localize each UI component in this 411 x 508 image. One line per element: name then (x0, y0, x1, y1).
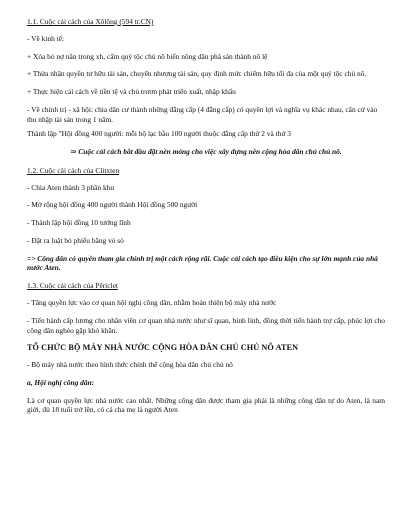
paragraph: - Mở rộng hội đồng 400 người thành Hội đồng 500 người (27, 200, 198, 210)
paragraph: Là cơ quan quyền lực nhà nước cao nhất. Những công dân được tham gia phải là những công dân tự do Aten, là nam giới, đủ 18 tuổi trở lên, có cả cha mẹ là người Aten (27, 395, 385, 415)
paragraph: - Thành lập hội đồng 10 tướng lĩnh (27, 218, 131, 228)
paragraph: - Tiến hành cấp lương cho nhân viên cơ quan nhà nước như sĩ quan, binh lính, đồng thời tiến hành trợ cấp, phúc lợi cho công dân nghèo gặp khó khăn. (27, 315, 385, 335)
paragraph: + Xóa bỏ nợ nần trong xh, cấm quý tộc chủ nô biến nông dân phá sản thành nô lệ (27, 51, 268, 61)
paragraph: + Thực hiện cải cách về tiền tệ và chủ trươn phát triển xuất, nhập khẩu (27, 87, 236, 97)
section-heading-solon: 1.1. Cuộc cải cách của Xôlông (594 tr.CN) (27, 17, 154, 26)
section-heading-clisthenes: 1.2. Cuộc cải cách của Clitxten (27, 165, 120, 175)
paragraph: - Về chính trị - xã hội: chia dân cư thành những đẳng cấp (4 đẳng cấp) có quyền lợi và nghĩa vụ khác nhau, căn cứ vào thu nhập tài sản trong 1 năm. (27, 104, 378, 124)
paragraph: - Tăng quyền lực vào cơ quan hội nghị công dân, nhằm hoàn thiện bộ máy nhà nước (27, 298, 277, 308)
conclusion-clisthenes: => Công dân có quyền tham gia chính trị một cách rộng rãi. Cuộc cải cách tạo điều kiện cho sự lớn mạnh của nhà nước Aten. (27, 253, 378, 273)
section-title-organization: TỔ CHỨC BỘ MÁY NHÀ NƯỚC CỘNG HÒA DÂN CHỦ CHỦ NÔ ATEN (27, 343, 299, 353)
section-heading-pericles: 1.3. Cuộc cải cách của Pêriclet (27, 281, 118, 291)
subheading-citizen-assembly: a, Hội nghị công dân: (27, 377, 95, 387)
paragraph: - Đặt ra luật bỏ phiếu bằng vỏ sò (27, 235, 124, 245)
paragraph: - Về kinh tế: (27, 33, 65, 43)
paragraph: + Thừa nhận quyền tư hữu tài sản, chuyển nhượng tài sản, quy định mức chiếm hữu tối đa của một quý tộc chủ nô. (27, 69, 367, 79)
paragraph: - Bộ máy nhà nước theo hình thức chính thể cộng hòa dân chủ chủ nô (27, 360, 233, 370)
paragraph: Thành lập "Hội đồng 400 người: mỗi bộ lạc bầu 100 người thuộc đẳng cấp thứ 2 và thứ 3 (27, 129, 291, 139)
conclusion-solon: ⇒ Cuộc cải cách bắt đầu đặt nền móng cho việc xây dựng nền cộng hòa dân chủ chủ nô. (70, 147, 342, 157)
paragraph: - Chia Aten thành 3 phần khu (27, 182, 115, 192)
